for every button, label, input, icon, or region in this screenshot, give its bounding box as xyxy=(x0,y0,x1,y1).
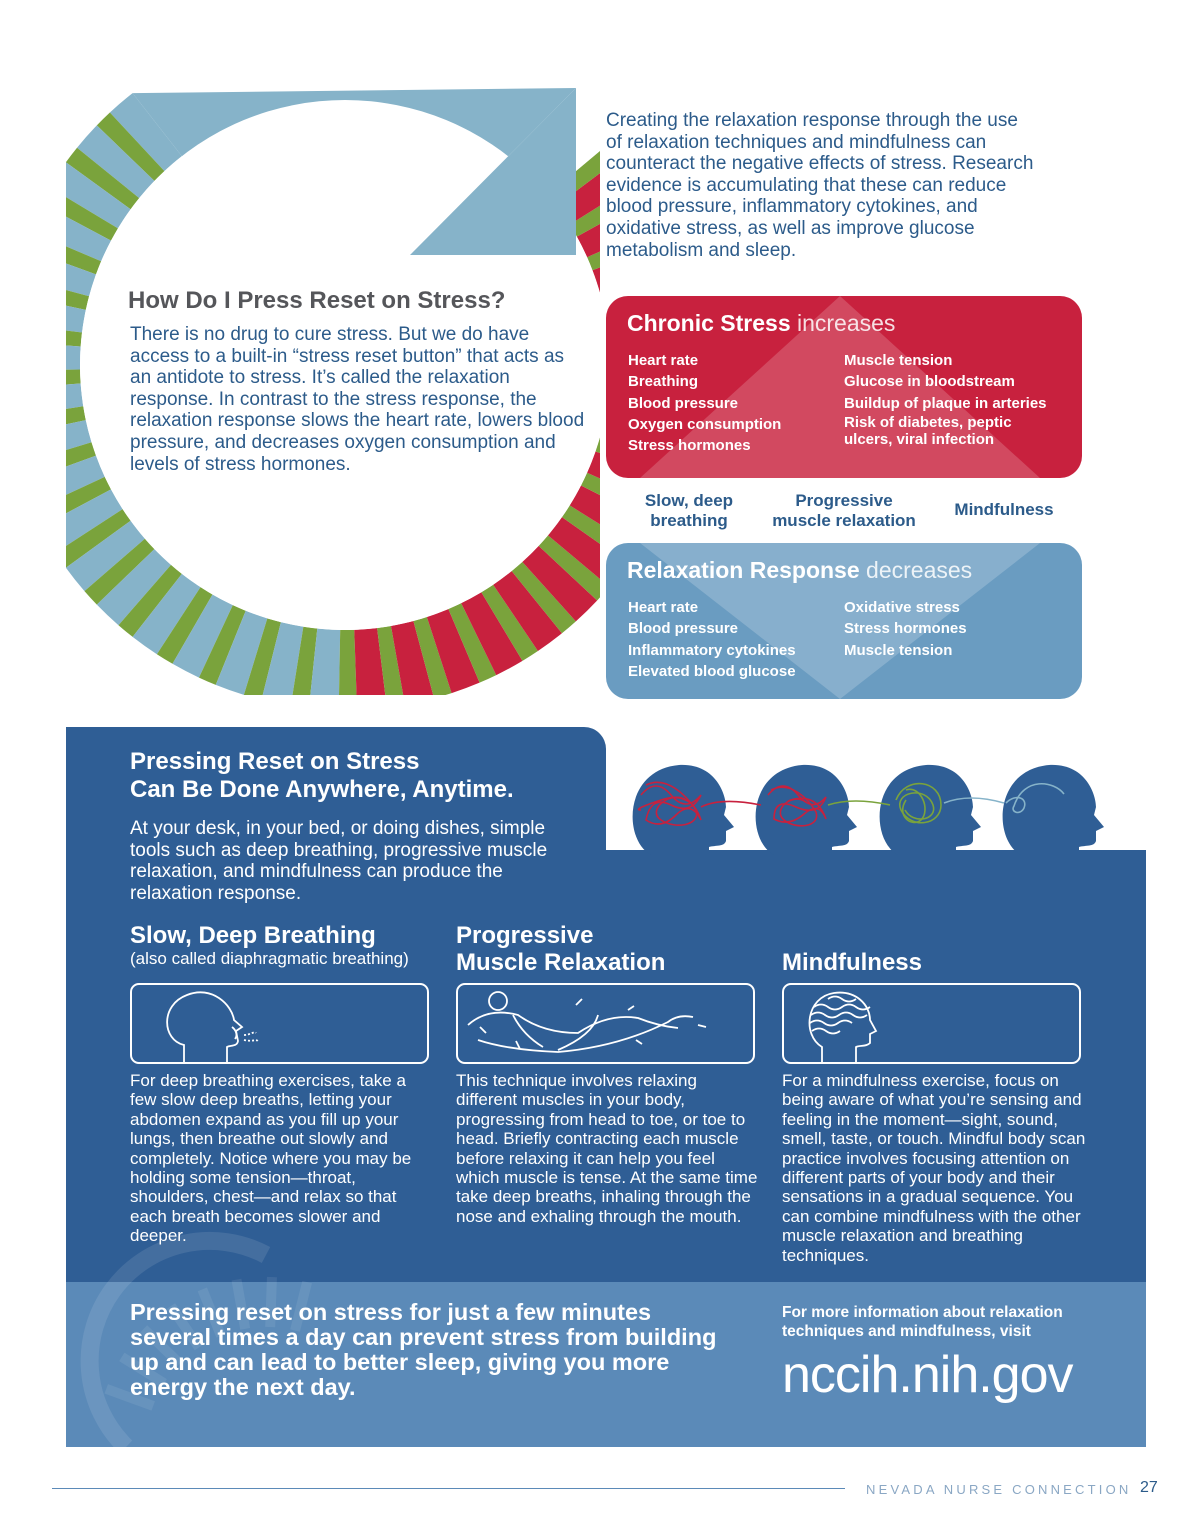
list-item: Blood pressure xyxy=(628,620,739,638)
chronic-stress-box xyxy=(606,296,1082,478)
reset-paragraph: There is no drug to cure stress. But we do have access to a built-in “stress reset button” that acts as an antidote to stress. It’s called the relaxation response. In contrast to the stress response, the relaxation response slows the heart rate, lowers blood pressure, and decreases oxygen consumption and levels of stress hormones. xyxy=(130,324,585,475)
list-item: Inflammatory cytokines xyxy=(628,641,796,659)
list-item: Glucose in bloodstream xyxy=(844,373,1015,391)
relaxation-left-list xyxy=(628,597,796,682)
list-item: Buildup of plaque in arteries xyxy=(844,394,1047,412)
list-item: Heart rate xyxy=(628,599,699,616)
heads-illustration xyxy=(606,755,1146,890)
list-item: Elevated blood glucose xyxy=(628,662,796,680)
bottom-statement: Pressing reset on stress for just a few minutes several times a day can prevent stress from building up and can lead to better sleep, giving you more energy the next day. xyxy=(130,1299,717,1400)
list-item: Heart rate xyxy=(628,352,699,369)
breathing-illustration-box xyxy=(130,983,429,1064)
list-item: Muscle tension xyxy=(844,641,953,659)
breathing-head-icon xyxy=(132,985,427,1062)
list-item: ulcers, viral infection xyxy=(844,430,995,448)
left-margin-mask xyxy=(0,0,66,710)
list-item: Oxygen consumption xyxy=(628,415,782,433)
chronic-left-list xyxy=(628,350,781,456)
top-margin-mask xyxy=(0,0,600,50)
more-info-text: For more information about relaxation techniques and mindfulness, visit xyxy=(782,1304,1063,1340)
technique-breathing-label: Slow, deep breathing xyxy=(644,491,734,530)
technique-pmr-label: Progressive muscle relaxation xyxy=(772,491,916,530)
intro-paragraph: Creating the relaxation response through the use of relaxation techniques and mindfulness can counteract the negative effects of stress. Research evidence is accumulating that these can reduce blood pressure, inflammatory cytokines, and oxidative stress, as well as improve glucose metabolism and sleep. xyxy=(606,110,1034,261)
anywhere-paragraph: At your desk, in your bed, or doing dishes, simple tools such as deep breathing, progressive muscle relaxation, and mindfulness can produce the relaxation response. xyxy=(130,818,548,904)
reset-heading: How Do I Press Reset on Stress? xyxy=(128,287,506,314)
website-link[interactable]: nccih.nih.gov xyxy=(782,1346,1073,1404)
mindfulness-heading: Mindfulness xyxy=(782,949,923,976)
relaxation-right-list xyxy=(844,597,967,661)
breathing-text: For deep breathing exercises, take a few slow deep breaths, letting your abdomen expand as you fill up your lungs, then breathe out slowly and completely. Notice where you may be holding some tension—throat, shoulders, chest—and relax so that each breath becomes slower and deeper. xyxy=(130,1071,412,1246)
breathing-heading: Slow, Deep Breathing (also called diaphragmatic breathing) xyxy=(130,922,409,968)
relaxation-response-box xyxy=(606,543,1082,699)
anywhere-heading: Pressing Reset on Stress Can Be Done Anywhere, Anytime. xyxy=(130,748,514,803)
bottom-margin-mask xyxy=(0,695,600,710)
list-item: Risk of diabetes, peptic xyxy=(844,413,1012,431)
list-item: Stress hormones xyxy=(628,437,751,455)
pmr-illustration-box xyxy=(456,983,755,1064)
list-item: Blood pressure xyxy=(628,394,739,412)
chronic-right-list xyxy=(844,350,1047,448)
list-item: Oxidative stress xyxy=(844,599,960,616)
page-number: 27 xyxy=(1140,1479,1158,1496)
pmr-text: This technique involves relaxing different muscles in your body, progressing from head to toe, or toe to head. Briefly contracting each muscle before relaxing it can help you feel which muscle is tense. At the same time take deep breaths, inhaling through the nose and exhaling through the mouth. xyxy=(456,1071,758,1226)
pmr-heading: Progressive Muscle Relaxation xyxy=(456,922,666,976)
list-item: Breathing xyxy=(628,373,699,391)
breathing-subtitle: (also called diaphragmatic breathing) xyxy=(130,949,409,968)
mindful-head-icon xyxy=(784,985,1079,1062)
list-item: Stress hormones xyxy=(844,620,967,638)
footer-rule xyxy=(52,1488,845,1489)
relaxation-response-title: Relaxation Response decreases xyxy=(627,557,973,583)
mindfulness-text: For a mindfulness exercise, focus on being aware of what you’re sensing and feeling in the moment—sight, sound, smell, taste, or touch. Mindful body scan practice involves focusing attention on different parts of your body and their sensations in a gradual sequence. You can combine mindfulness with the other muscle relaxation and breathing techniques. xyxy=(782,1071,1086,1265)
list-item: Muscle tension xyxy=(844,352,953,369)
publication-name: NEVADA NURSE CONNECTION xyxy=(866,1482,1132,1497)
reclining-person-icon xyxy=(458,985,753,1062)
chronic-stress-title: Chronic Stress increases xyxy=(627,310,896,336)
technique-mindfulness-label: Mindfulness xyxy=(954,500,1054,519)
mindfulness-illustration-box xyxy=(782,983,1081,1064)
